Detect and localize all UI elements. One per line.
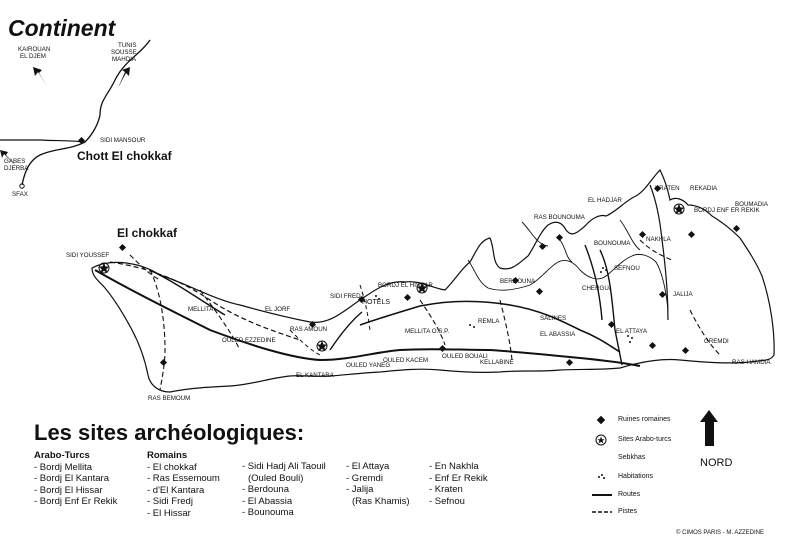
label-rekadia: REKADIA xyxy=(690,185,718,192)
legend-item: (Ouled Bouli) xyxy=(248,472,304,484)
key-pistes xyxy=(592,506,712,518)
road-east xyxy=(585,245,622,365)
label-hotels: HOTELS xyxy=(362,299,391,306)
label-ras-bemoum: RAS BEMOUM xyxy=(148,395,191,402)
ruin-el-abassia xyxy=(536,288,543,295)
label-sidi-youssef: SIDI YOUSSEF xyxy=(66,252,110,259)
legend-arabo-turcs-title: Arabo-Turcs xyxy=(34,450,90,461)
map-title: Continent xyxy=(8,15,116,41)
legend-item: - El Attaya xyxy=(346,461,390,472)
piste-2 xyxy=(150,270,165,390)
legend-item: - El Abassia xyxy=(242,495,293,507)
ruin-rekadia xyxy=(688,231,695,238)
label-mahdia: MAHDIA xyxy=(112,56,137,63)
ruin-boumadia xyxy=(733,225,740,232)
legend-item: - Jalija xyxy=(346,484,374,496)
label-el-hadjar: EL HADJAR xyxy=(588,197,622,204)
legend-item: - Gremdi xyxy=(346,472,383,484)
ruin-gremdi xyxy=(649,342,656,349)
legend-item: - Bordj El Kantara xyxy=(34,473,109,485)
ruin-nakhla xyxy=(639,231,646,238)
legend-item: - Enf Er Rekik xyxy=(429,472,488,484)
arabo-turc-markers xyxy=(99,204,684,351)
label-djerba: DJERBA xyxy=(4,165,29,172)
label-tunis: TUNIS xyxy=(118,42,137,49)
legend-item: - El chokkaf xyxy=(147,461,197,473)
label-berdouna: BERDOUNA xyxy=(500,278,536,285)
label-kellabine: KELLABINE xyxy=(480,359,514,366)
label-ouled-yaneg: OULED YANEG xyxy=(346,362,391,369)
label-ouled-ezzedine: OULED EZZEDINE xyxy=(222,337,276,344)
label-nakhla: NAKHLA xyxy=(646,236,671,243)
diamond-icon xyxy=(592,414,612,426)
ruin-ras-bemoum xyxy=(160,359,167,366)
label-ouled-kacem: OULED KACEM xyxy=(383,357,429,364)
sebkha-icon xyxy=(592,452,612,464)
track-dashed-icon xyxy=(592,506,612,518)
label-gabes: GABES xyxy=(4,158,26,165)
label-remla: REMLA xyxy=(478,318,500,325)
label-boumadia: BOUMADIA xyxy=(735,201,769,208)
legend-column-4 xyxy=(346,461,410,507)
label-chergui: CHERGUI xyxy=(582,285,611,292)
bordj-el-kantara-marker xyxy=(317,341,327,351)
label-bordj-el-hissar: BORDJ EL HISSAR xyxy=(378,282,433,289)
legend-item: - Kraten xyxy=(429,484,463,496)
label-salines: SALINES xyxy=(540,315,567,322)
legend-column-arabo-turcs xyxy=(34,450,117,508)
legend-item: - Sefnou xyxy=(429,495,465,507)
label-ouled-bouali: OULED BOUALI xyxy=(442,353,488,360)
label-el-jorf: EL JORF xyxy=(265,306,291,313)
ruin-ras-bounouma xyxy=(539,243,546,250)
legend-item: - Bordj Mellita xyxy=(34,461,93,473)
key-sites-label: Sites Arabo-turcs xyxy=(618,436,672,443)
ruin-jalija xyxy=(659,291,666,298)
ruins-markers xyxy=(119,185,740,366)
legend-item: (Ras Khamis) xyxy=(352,495,410,507)
key-routes xyxy=(592,489,712,501)
road-north xyxy=(360,301,620,352)
label-kairouan: KAIROUAN xyxy=(18,46,51,53)
legend-item: - Ras Essemoum xyxy=(147,473,220,485)
ruin-gremdi-east xyxy=(682,347,689,354)
bordj-enf-er-rekik-marker xyxy=(674,204,684,214)
legend-item: - El Hissar xyxy=(147,507,191,519)
legend-item: - Bordj El Hissar xyxy=(34,484,103,496)
key-ruines-label: Ruines romaines xyxy=(618,416,671,423)
legend-item: - Bounouma xyxy=(242,507,294,519)
label-sidi-mansour: SIDI MANSOUR xyxy=(100,137,146,144)
label-mellita-ouest: MELLITA O.S.P. xyxy=(405,328,450,335)
key-habitations-label: Habitations xyxy=(618,473,654,480)
label-ras-amoun: RAS AMOUN xyxy=(290,326,328,333)
label-sidi-fredj: SIDI FREDJ xyxy=(330,293,364,300)
label-el-djem: EL DJEM xyxy=(20,53,46,60)
legend-item: - Sidi Hadj Ali Taouil xyxy=(242,461,326,472)
bordj-mellita-marker xyxy=(99,263,109,273)
legend-column-3 xyxy=(242,461,326,519)
label-ras-bounouma: RAS BOUNOUMA xyxy=(534,214,585,221)
label-mellita: MELLITA xyxy=(188,306,214,313)
north-label: NORD xyxy=(700,457,733,469)
legend-heading: Les sites archéologiques: xyxy=(34,420,305,445)
ruin-el-attaya xyxy=(566,359,573,366)
key-pistes-label: Pistes xyxy=(618,508,638,515)
legend-item: - Berdouna xyxy=(242,484,290,496)
legend-item: - Sidi Fredj xyxy=(147,496,193,508)
ruin-el-chokkaf xyxy=(119,244,126,251)
road-northeast xyxy=(650,185,668,320)
island-coastline xyxy=(92,170,774,392)
ruin-bounouma xyxy=(556,234,563,241)
road-line-icon xyxy=(592,489,612,501)
label-kraten: KRATEN xyxy=(655,185,680,192)
legend-column-5 xyxy=(429,461,488,507)
habitation-icon xyxy=(592,471,612,483)
label-bounouma: BOUNOUMA xyxy=(594,240,631,247)
label-sfax: SFAX xyxy=(12,191,28,198)
key-routes-label: Routes xyxy=(618,491,641,498)
label-bordj-enf-er-rekik: BORDJ ENF ER REKIK xyxy=(694,207,760,214)
legend-item: - Bordj Enf Er Rekik xyxy=(34,496,118,508)
arrow-kairouan xyxy=(33,67,47,86)
arrow-tunis xyxy=(118,67,130,88)
legend-item: - d'El Kantara xyxy=(147,484,205,496)
ruin-ouled-bouali xyxy=(439,345,446,352)
legend-column-romains xyxy=(147,450,220,520)
label-ras-hamdia: RAS HAMDIA xyxy=(732,359,771,366)
star-circle-icon xyxy=(592,434,612,446)
label-sefnou: SEFNOU xyxy=(614,265,640,272)
credit-text: © CIMOS PARIS - M. AZZEDINE xyxy=(676,530,764,536)
ruin-el-hissar xyxy=(404,294,411,301)
island-inner-coast xyxy=(468,254,668,310)
legend-romains-title: Romains xyxy=(147,450,188,461)
label-el-attaya-village: EL ATTAYA xyxy=(616,328,647,335)
label-gremdi: GREMDI xyxy=(704,338,729,345)
legend-item: - En Nakhla xyxy=(429,461,479,472)
label-jalija: JALIJA xyxy=(673,291,693,298)
label-sousse: SOUSSE xyxy=(111,49,137,56)
label-chott: Chott El chokkaf xyxy=(77,149,172,163)
label-el-kantara: EL KANTARA xyxy=(296,372,334,379)
label-el-abassia: EL ABASSIA xyxy=(540,331,576,338)
mainland-road xyxy=(0,140,82,142)
key-sebkhas-label: Sebkhas xyxy=(618,454,646,461)
label-el-chokkaf: El chokkaf xyxy=(117,226,178,240)
